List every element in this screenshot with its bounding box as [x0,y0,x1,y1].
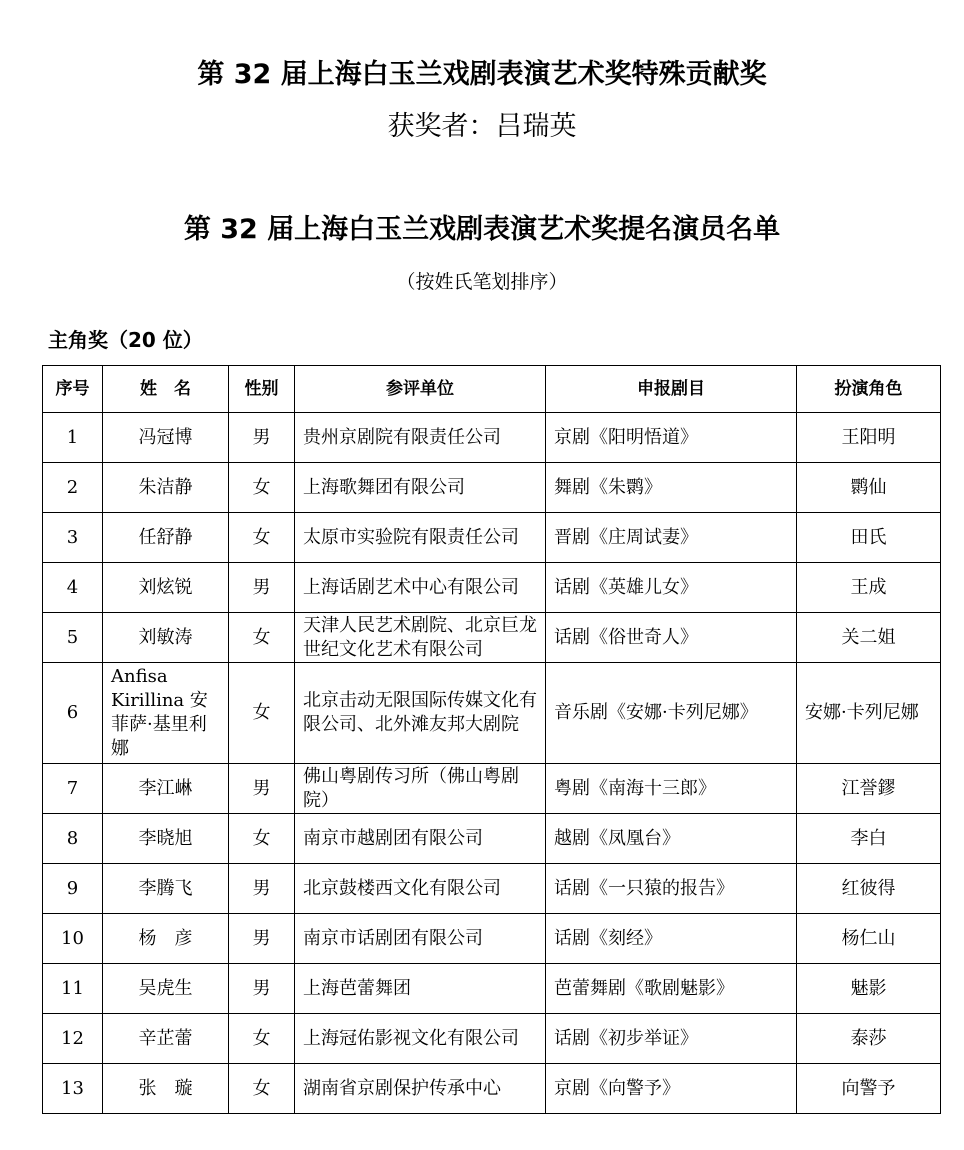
cell-name: 刘敏涛 [103,613,229,663]
winner-line: 获奖者：吕瑞英 [387,111,577,142]
nominee-list-title: 第 32 届上海白玉兰戏剧表演艺术奖提名演员名单 [183,214,781,245]
cell-role: 红彼得 [797,864,941,914]
table-row [43,764,941,814]
cell-gender: 女 [229,513,295,563]
cell-gender: 男 [229,764,295,814]
cell-role: 安娜·卡列尼娜 [797,663,941,764]
cell-role: 泰莎 [797,1014,941,1064]
cell-play: 音乐剧《安娜·卡列尼娜》 [546,663,797,764]
cell-name: 李晓旭 [103,814,229,864]
cell-unit: 湖南省京剧保护传承中心 [295,1064,546,1114]
cell-role: 魅影 [797,964,941,1014]
cell-name: 张 璇 [103,1064,229,1114]
cell-gender: 女 [229,814,295,864]
cell-name: 冯冠博 [103,413,229,463]
col-header-unit: 参评单位 [295,366,546,413]
cell-role: 江誉鏐 [797,764,941,814]
cell-unit: 太原市实验院有限责任公司 [295,513,546,563]
cell-name: Anfisa Kirillina 安菲萨·基里利娜 [103,663,229,764]
table-row [43,914,941,964]
cell-role: 田氏 [797,513,941,563]
cell-name: 任舒静 [103,513,229,563]
cell-play: 芭蕾舞剧《歌剧魅影》 [546,964,797,1014]
cell-play: 话剧《俗世奇人》 [546,613,797,663]
section-heading: 主角奖（20 位） [48,328,203,352]
cell-index: 4 [43,563,103,613]
cell-play: 京剧《向警予》 [546,1064,797,1114]
cell-gender: 男 [229,413,295,463]
table-row [43,513,941,563]
cell-play: 话剧《初步举证》 [546,1014,797,1064]
cell-unit: 南京市越剧团有限公司 [295,814,546,864]
cell-gender: 男 [229,563,295,613]
cell-gender: 女 [229,1064,295,1114]
cell-unit: 北京击动无限国际传媒文化有限公司、北外滩友邦大剧院 [295,663,546,764]
table-header-row [43,366,941,413]
cell-gender: 男 [229,914,295,964]
cell-name: 吴虎生 [103,964,229,1014]
col-header-role: 扮演角色 [797,366,941,413]
cell-role: 向警予 [797,1064,941,1114]
cell-index: 6 [43,663,103,764]
cell-unit: 上海芭蕾舞团 [295,964,546,1014]
cell-unit: 上海歌舞团有限公司 [295,463,546,513]
cell-play: 粤剧《南海十三郎》 [546,764,797,814]
cell-unit: 南京市话剧团有限公司 [295,914,546,964]
cell-role: 王阳明 [797,413,941,463]
cell-index: 5 [43,613,103,663]
table-row [43,613,941,663]
cell-name: 李腾飞 [103,864,229,914]
cell-unit: 贵州京剧院有限责任公司 [295,413,546,463]
cell-index: 9 [43,864,103,914]
cell-role: 关二姐 [797,613,941,663]
cell-play: 舞剧《朱鹮》 [546,463,797,513]
cell-unit: 天津人民艺术剧院、北京巨龙世纪文化艺术有限公司 [295,613,546,663]
cell-name: 刘炫锐 [103,563,229,613]
cell-gender: 男 [229,964,295,1014]
cell-index: 3 [43,513,103,563]
cell-index: 8 [43,814,103,864]
cell-index: 10 [43,914,103,964]
cell-role: 鹮仙 [797,463,941,513]
cell-play: 越剧《凤凰台》 [546,814,797,864]
cell-play: 话剧《英雄儿女》 [546,563,797,613]
cell-index: 12 [43,1014,103,1064]
cell-unit: 上海冠佑影视文化有限公司 [295,1014,546,1064]
cell-name: 辛芷蕾 [103,1014,229,1064]
cell-unit: 北京鼓楼西文化有限公司 [295,864,546,914]
table-row [43,814,941,864]
cell-role: 杨仁山 [797,914,941,964]
cell-play: 京剧《阳明悟道》 [546,413,797,463]
cell-index: 11 [43,964,103,1014]
cell-gender: 女 [229,463,295,513]
table-row [43,413,941,463]
table-row [43,463,941,513]
cell-index: 13 [43,1064,103,1114]
cell-gender: 男 [229,864,295,914]
table-row [43,864,941,914]
cell-play: 晋剧《庄周试妻》 [546,513,797,563]
cell-gender: 女 [229,1014,295,1064]
cell-unit: 上海话剧艺术中心有限公司 [295,563,546,613]
cell-index: 2 [43,463,103,513]
cell-name: 杨 彦 [103,914,229,964]
table-row [43,1064,941,1114]
col-header-gender: 性别 [229,366,295,413]
cell-name: 朱洁静 [103,463,229,513]
cell-unit: 佛山粤剧传习所（佛山粤剧院） [295,764,546,814]
col-header-index: 序号 [43,366,103,413]
award-title: 第 32 届上海白玉兰戏剧表演艺术奖特殊贡献奖 [197,59,767,90]
sort-note: （按姓氏笔划排序） [396,271,568,293]
cell-name: 李江崊 [103,764,229,814]
table-row [43,563,941,613]
cell-index: 1 [43,413,103,463]
table-row [43,663,941,764]
cell-gender: 女 [229,613,295,663]
cell-gender: 女 [229,663,295,764]
cell-role: 李白 [797,814,941,864]
col-header-name: 姓 名 [103,366,229,413]
nominee-table [42,365,941,1114]
col-header-play: 申报剧目 [546,366,797,413]
cell-index: 7 [43,764,103,814]
cell-play: 话剧《刻经》 [546,914,797,964]
cell-play: 话剧《一只猿的报告》 [546,864,797,914]
table-row [43,964,941,1014]
cell-role: 王成 [797,563,941,613]
table-row [43,1014,941,1064]
